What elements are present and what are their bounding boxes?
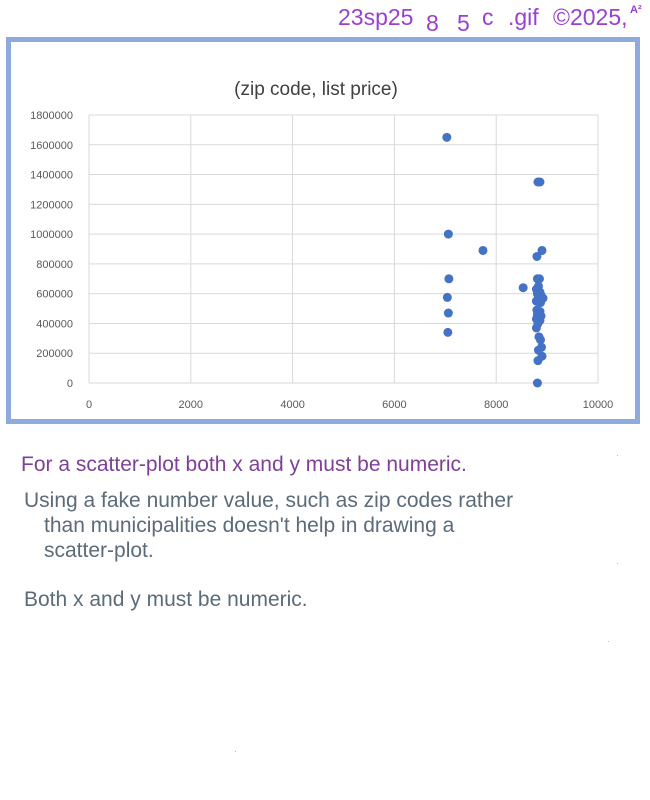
- note-fake-number-line-3: scatter-plot.: [44, 539, 154, 562]
- grid-lines: [89, 115, 598, 383]
- y-tick-label: 400000: [36, 318, 73, 331]
- y-tick-label: 200000: [36, 348, 73, 361]
- y-tick-label: 1600000: [30, 139, 73, 152]
- scatter-point: [532, 252, 541, 261]
- note-numeric-requirement: For a scatter-plot both x and y must be numeric.: [21, 453, 467, 476]
- scatter-chart: [11, 42, 635, 419]
- chart-frame: [6, 37, 640, 424]
- scatter-point: [535, 178, 544, 187]
- stray-dot: [617, 455, 618, 456]
- header-extension: .gif: [508, 4, 539, 30]
- y-tick-label: 600000: [36, 288, 73, 301]
- header-letter-c: c: [482, 4, 494, 30]
- scatter-point: [443, 293, 452, 302]
- data-points: [442, 133, 547, 388]
- note-fake-number-line-2: than municipalities doesn't help in drawing a: [44, 514, 455, 537]
- stray-dot: [617, 563, 618, 564]
- scatter-point: [533, 379, 542, 388]
- scatter-point: [444, 274, 453, 283]
- stray-dot: [608, 641, 609, 642]
- x-tick-label: 6000: [382, 399, 407, 411]
- stray-dot: [235, 751, 236, 752]
- tick-labels: [30, 110, 613, 411]
- note-both-numeric: Both x and y must be numeric.: [24, 588, 308, 611]
- note-fake-number: [24, 488, 513, 563]
- y-tick-label: 1000000: [30, 229, 73, 242]
- x-tick-label: 0: [85, 399, 93, 411]
- header-author-mark: A²: [630, 4, 642, 16]
- y-tick-label: 800000: [36, 258, 73, 271]
- x-tick-label: 2000: [178, 399, 204, 411]
- scatter-point: [533, 356, 542, 365]
- scatter-point: [444, 309, 453, 318]
- scatter-point: [519, 283, 528, 292]
- scatter-point: [532, 323, 541, 332]
- x-tick-label: 8000: [483, 399, 509, 411]
- scatter-point: [443, 328, 452, 337]
- x-tick-label: 10000: [582, 399, 614, 411]
- header-copyright: ©2025,: [553, 4, 628, 30]
- y-tick-label: 1800000: [30, 110, 73, 122]
- chart-title: (zip code, list price): [234, 79, 398, 100]
- scatter-point: [442, 133, 451, 142]
- header-number-8: 8: [426, 10, 440, 36]
- x-tick-label: 4000: [280, 399, 305, 411]
- header-number-5: 5: [457, 10, 471, 36]
- y-tick-label: 1200000: [30, 199, 73, 212]
- y-tick-label: 0: [66, 378, 73, 390]
- y-tick-label: 1400000: [30, 169, 73, 182]
- note-fake-number-line-1: Using a fake number value, such as zip codes rather: [24, 489, 514, 512]
- scatter-point: [444, 230, 453, 239]
- header-code: 23sp25: [338, 4, 414, 30]
- scatter-point: [478, 246, 487, 255]
- file-title-header: [338, 4, 650, 36]
